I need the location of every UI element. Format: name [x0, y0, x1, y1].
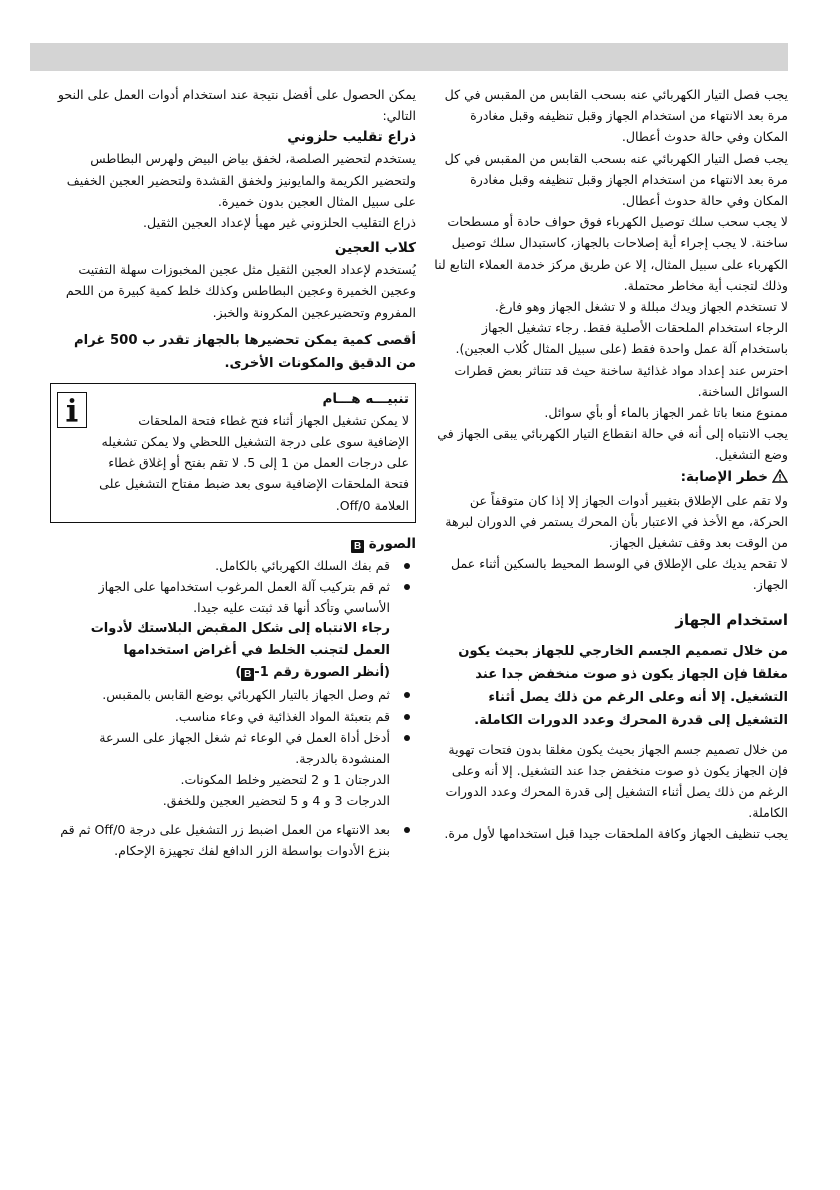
usage-steps-list-end — [50, 819, 416, 861]
safety-paragraph-3: لا يجب سحب سلك توصيل الكهرباء فوق حواف حادة أو مسطحات ساخنة. لا يجب إجراء أية إصلاحات بالجهاز، كاستبدال سلك توصيل الكهرباء على سبيل المثال، إلا عن طريق مركز خدمة العملاء التابع لنا وذلك لتجنب أية مخاطر محتملة. — [434, 214, 788, 293]
safety-paragraph-8: يجب الانتباه إلى أنه في حالة انقطاع التيار الكهربائي يبقى الجهاز في وضع التشغيل. — [437, 426, 788, 463]
dough-hook-description: يُستخدم لإعداد العجين الثقيل مثل عجين المخبوزات سهلة التفتيت وعجين الخميرة وعجين البطاطس وكذلك خلط كمية كبيرة من اللحم المفروم وتحضيرعجين المكرونة والخبز. — [65, 262, 416, 320]
list-item: ثم وصل الجهاز بالتيار الكهربائي بوضع القابس بالمقبس. — [50, 684, 416, 705]
injury-warning-title: خطر الإصابة: — [680, 468, 768, 485]
safety-paragraph-2: يجب فصل التيار الكهربائي عنه بسحب القابس من المقبس في كل مرة بعد الانتهاء من استخدام الجهاز وقبل تنظيفه وقبل مغادرة المكان وفي حالة حدوث أعطال. — [444, 150, 788, 209]
safety-paragraph-1: يجب فصل التيار الكهربائي عنه بسحب القابس من المقبس في كل مرة بعد الانتهاء من استخدام الجهاز وقبل تنظيفه وقبل مغادرة المكان وفي حالة حدوث أعطال. — [444, 87, 788, 145]
figure-b-heading — [50, 533, 416, 555]
usage-steps-list — [50, 555, 416, 769]
warning-triangle-icon — [772, 468, 788, 490]
figure-b-badge-icon: B — [241, 668, 254, 681]
speed-3-5-note: الدرجات 3 و 4 و 5 لتحضير العجين وللخفق. — [162, 793, 390, 809]
list-item: قم بتعبئة المواد الغذائية في وعاء مناسب. — [50, 706, 416, 727]
list-item: بعد الانتهاء من العمل اضبط زر التشغيل على درجة Off/0 ثم قم بنزع الأدوات بواسطة الزر الدافع لفك تجهيزة الإحكام. — [50, 819, 416, 861]
first-use-cleaning-paragraph: يجب تنظيف الجهاز وكافة الملحقات جيدا قبل استخدامها لأول مرة. — [444, 826, 788, 842]
info-icon — [57, 392, 87, 428]
important-notice-title: تنبيـــه هـــام — [322, 390, 409, 407]
quiet-operation-paragraph: من خلال تصميم جسم الجهاز بحيث يكون مغلقا بدون فتحات تهوية فإن الجهاز يكون ذو صوت منخفض جدا عند التشغيل. إلا أنه وعلى الرغم من ذلك يصل أثناء التشغيل إلى قدرة المحرك وعدد الدورات الكاملة. — [445, 741, 788, 821]
header-bar — [30, 43, 788, 71]
list-item: ثم قم بتركيب آلة العمل المرغوب استخدامها على الجهاز الأساسي وتأكد أنها قد ثبتت عليه جيدا. رجاء الانتباه إلى شكل المقبض البلاستك لأدوات العمل لتجنب الخلط في أغراض استخدامها (أنظر الصورة رقم 1-B) — [50, 576, 416, 684]
important-notice-box — [50, 383, 416, 523]
section-title-using-appliance: استخدام الجهاز — [675, 610, 788, 629]
safety-paragraph-5: الرجاء استخدام الملحقات الأصلية فقط. رجاء تشغيل الجهاز باستخدام آلة عمل واحدة فقط (على سبيل المثال كُلاب العجين). — [455, 320, 788, 357]
figure-b-badge-icon: B — [351, 540, 364, 553]
speed-1-2-note: الدرجتان 1 و 2 لتحضير وخلط المكونات. — [180, 772, 390, 788]
left-column — [50, 84, 416, 861]
spiral-whisk-note: ذراع التقليب الحلزوني غير مهيأ لإعداد العجين الثقيل. — [143, 215, 416, 231]
max-amount-note: أقصى كمية يمكن تحضيرها بالجهاز تقدر ب 500 غرام من الدقيق والمكونات الأخرى. — [73, 332, 416, 371]
injury-warning-heading — [432, 466, 788, 490]
spiral-whisk-description: يستخدم لتحضير الصلصة، لخفق بياض البيض ولهرس البطاطس ولتحضير الكريمة والمايونيز ولخفق القشدة ولتحضير العجين الخفيف على سبيل المثال العجين بدون خميرة. — [66, 151, 416, 209]
dough-hook-title: كلاب العجين — [334, 240, 416, 257]
right-column — [432, 84, 788, 845]
quiet-operation-bold-paragraph: من خلال تصميم الجسم الخارجي للجهاز بحيث يكون مغلقا فإن الجهاز يكون ذو صوت منخفض جدا عند التشغيل. إلا أنه وعلى الرغم من ذلك يصل أثناء التشغيل إلى قدرة المحرك وعدد الدورات الكاملة. — [458, 643, 788, 728]
injury-warning-paragraph-2: لا تقحم يديك على الإطلاق في الوسط المحيط بالسكين أثناء عمل الجهاز. — [450, 556, 788, 593]
important-notice-text: لا يمكن تشغيل الجهاز أثناء فتح غطاء فتحة الملحقات الإضافية سوى على درجة التشغيل اللحظي ولا يمكن تشغيله على درجات العمل من 1 إلى 5. لا تقم بفتح أو إغلاق غطاء فتحة الملحقات الإضافية سوى بعد ضبط مفتاح التشغيل على العلامة Off/0. — [99, 412, 409, 513]
spiral-whisk-title: ذراع تقليب حلزوني — [287, 129, 416, 146]
list-item: أدخل أداة العمل في الوعاء ثم شغل الجهاز على السرعة المنشودة بالدرجة. — [50, 727, 416, 769]
tools-intro: يمكن الحصول على أفضل نتيجة عند استخدام أدوات العمل على النحو التالي: — [57, 87, 416, 124]
injury-warning-paragraph-1: ولا تقم على الإطلاق بتغيير أدوات الجهاز إلا إذا كان متوقفاً عن الحركة، مع الأخذ في الاعتبار بأن المحرك يستمر في الدوران لبرهة من الوقت بعد وقف تشغيل الجهاز. — [445, 492, 788, 551]
safety-paragraph-7: ممنوع منعا باتا غمر الجهاز بالماء أو بأي سوائل. — [544, 405, 788, 421]
tool-handle-note: رجاء الانتباه إلى شكل المقبض البلاستك لأدوات العمل لتجنب الخلط في أغراض استخدامها (أنظر الصورة رقم 1-B) — [90, 621, 390, 681]
safety-paragraph-4: لا تستخدم الجهاز ويدك مبللة و لا تشغل الجهاز وهو فارغ. — [494, 299, 788, 315]
safety-paragraph-6: احترس عند إعداد مواد غذائية ساخنة حيث قد تتناثر بعض قطرات السوائل الساخنة. — [454, 362, 788, 399]
list-item: قم بفك السلك الكهربائي بالكامل. — [50, 555, 416, 576]
figure-b-title: الصورة — [368, 535, 416, 552]
